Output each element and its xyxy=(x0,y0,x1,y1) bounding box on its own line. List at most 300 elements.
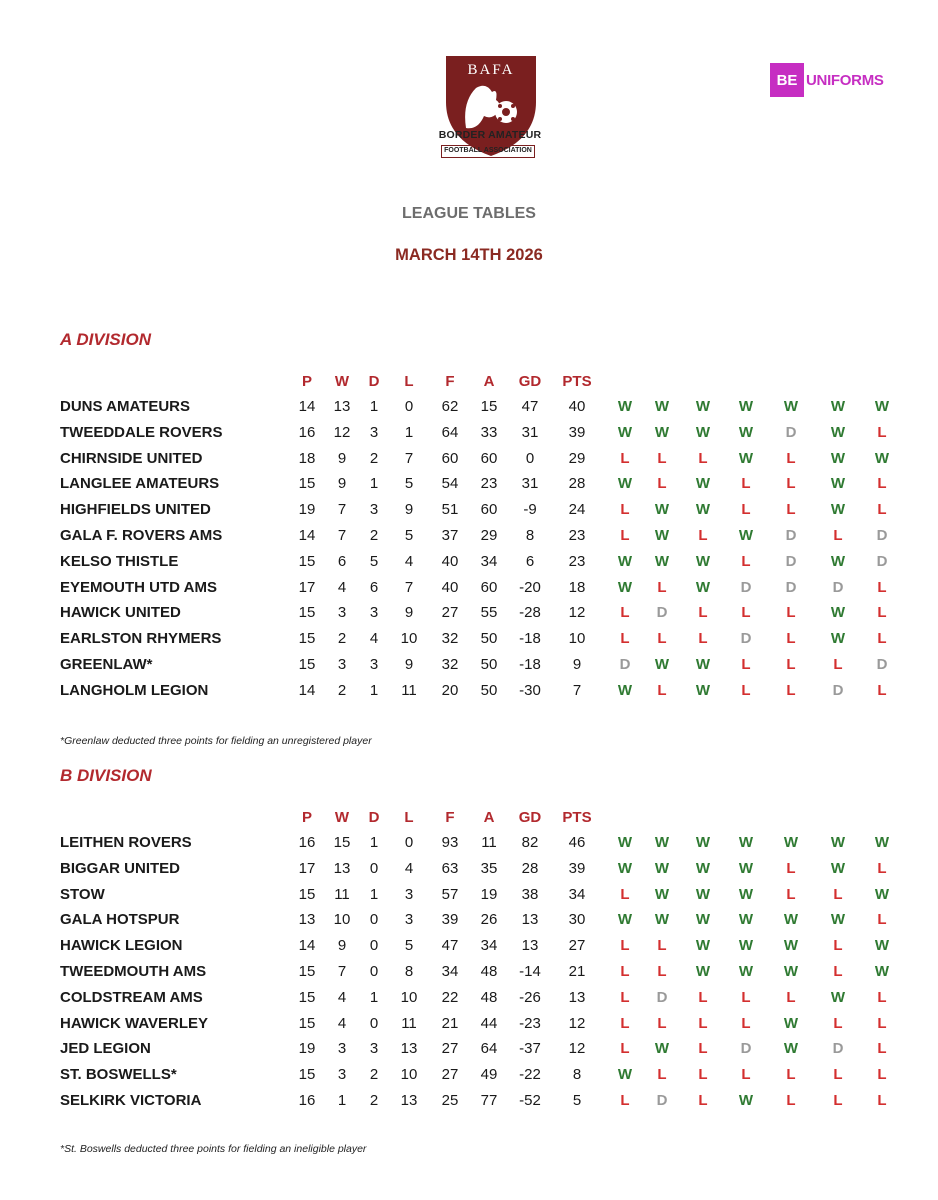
form-result: W xyxy=(654,527,670,544)
form-result: L xyxy=(877,423,887,441)
table-row xyxy=(0,682,938,706)
stat-d: 0 xyxy=(369,963,379,980)
form-result: L xyxy=(657,475,667,493)
form-result: W xyxy=(654,885,670,903)
stat-d: 6 xyxy=(369,578,379,596)
stat-pts: 46 xyxy=(568,834,586,851)
stat-p: 15 xyxy=(298,475,316,493)
stat-pts: 13 xyxy=(568,988,586,1006)
column-header: A xyxy=(483,373,495,390)
sponsor-name: UNIFORMS xyxy=(806,71,884,89)
table-row xyxy=(0,834,938,858)
stat-l: 4 xyxy=(404,859,414,877)
stat-p: 15 xyxy=(298,1066,316,1084)
form-result: W xyxy=(654,656,670,673)
stat-p: 16 xyxy=(298,834,316,851)
stat-p: 16 xyxy=(298,1092,316,1109)
column-header: F xyxy=(445,809,455,826)
form-result: L xyxy=(657,630,667,648)
stat-w: 9 xyxy=(337,449,347,467)
stat-a: 11 xyxy=(481,834,497,851)
table-row xyxy=(0,860,938,884)
form-result: W xyxy=(783,1014,799,1032)
form-result: L xyxy=(620,988,630,1006)
form-result: L xyxy=(877,988,887,1006)
form-result: W xyxy=(783,398,799,415)
stat-w: 1 xyxy=(337,1092,347,1109)
stat-a: 48 xyxy=(480,988,498,1006)
footnote: *St. Boswells deducted three points for fielding an ineligible player xyxy=(60,1143,367,1155)
team-name: HAWICK WAVERLEY xyxy=(60,1014,209,1032)
stat-l: 4 xyxy=(404,552,414,570)
stat-w: 2 xyxy=(337,681,347,699)
table-row xyxy=(0,1066,938,1090)
form-result: L xyxy=(620,1014,630,1032)
team-name: LANGLEE AMATEURS xyxy=(60,475,220,493)
stat-l: 10 xyxy=(400,630,418,648)
form-result: L xyxy=(877,578,887,596)
form-result: W xyxy=(695,501,711,519)
stat-p: 15 xyxy=(298,1014,316,1032)
stat-pts: 21 xyxy=(568,963,586,980)
stat-d: 0 xyxy=(369,1014,379,1032)
stat-w: 11 xyxy=(334,885,350,903)
form-result: D xyxy=(832,578,844,596)
form-result: W xyxy=(695,859,711,877)
column-header: W xyxy=(334,373,350,390)
form-result: W xyxy=(738,911,754,929)
stat-w: 4 xyxy=(337,578,347,596)
stat-l: 11 xyxy=(401,681,417,699)
stat-w: 15 xyxy=(333,834,351,851)
form-result: L xyxy=(786,859,796,877)
form-result: L xyxy=(698,630,708,648)
form-result: W xyxy=(617,1066,633,1084)
form-result: L xyxy=(833,527,843,544)
stat-a: 34 xyxy=(480,552,498,570)
form-result: L xyxy=(698,604,708,622)
stat-w: 4 xyxy=(337,1014,347,1032)
stat-pts: 24 xyxy=(568,501,586,519)
stat-l: 7 xyxy=(404,578,414,596)
stat-p: 18 xyxy=(298,449,316,467)
form-result: W xyxy=(830,988,846,1006)
stat-d: 5 xyxy=(369,552,379,570)
form-result: L xyxy=(786,1066,796,1084)
form-result: W xyxy=(695,552,711,570)
stat-pts: 12 xyxy=(568,1040,586,1058)
stat-d: 2 xyxy=(369,527,379,544)
table-row xyxy=(0,1092,938,1116)
form-result: W xyxy=(617,423,633,441)
logo-initials: BAFA xyxy=(467,62,515,78)
stat-pts: 39 xyxy=(568,859,586,877)
stat-pts: 10 xyxy=(568,630,586,648)
stat-f: 57 xyxy=(441,885,459,903)
stat-a: 34 xyxy=(480,937,498,955)
stat-d: 4 xyxy=(369,630,379,648)
column-header: L xyxy=(404,809,414,826)
form-result: L xyxy=(786,475,796,493)
stat-p: 15 xyxy=(298,656,316,673)
team-name: JED LEGION xyxy=(60,1040,151,1058)
stat-pts: 23 xyxy=(568,552,586,570)
team-name: HIGHFIELDS UNITED xyxy=(60,501,211,519)
stat-d: 1 xyxy=(369,398,379,415)
stat-gd: -9 xyxy=(523,501,537,519)
stat-p: 17 xyxy=(298,859,316,877)
form-result: W xyxy=(695,911,711,929)
table-row xyxy=(0,398,938,422)
stat-l: 5 xyxy=(404,527,414,544)
stat-a: 35 xyxy=(480,859,498,877)
form-result: W xyxy=(617,911,633,929)
team-name: STOW xyxy=(60,885,105,903)
stat-f: 63 xyxy=(441,859,459,877)
stat-a: 48 xyxy=(480,963,498,980)
stat-a: 49 xyxy=(480,1066,498,1084)
team-name: EARLSTON RHYMERS xyxy=(60,630,222,648)
logo-subtitle: FOOTBALL ASSOCIATION xyxy=(441,145,535,158)
form-result: D xyxy=(656,988,668,1006)
form-result: L xyxy=(741,681,751,699)
stat-d: 1 xyxy=(369,475,379,493)
form-result: W xyxy=(617,552,633,570)
table-row xyxy=(0,937,938,961)
form-result: L xyxy=(877,859,887,877)
form-result: L xyxy=(620,501,630,519)
stat-l: 9 xyxy=(404,501,414,519)
form-result: L xyxy=(698,1014,708,1032)
form-result: W xyxy=(830,398,846,415)
page-title: LEAGUE TABLES xyxy=(402,205,536,222)
stat-w: 7 xyxy=(337,527,347,544)
form-result: L xyxy=(741,1014,751,1032)
stat-a: 50 xyxy=(480,681,498,699)
page-date: MARCH 14TH 2026 xyxy=(395,246,543,264)
table-row xyxy=(0,604,938,628)
stat-p: 15 xyxy=(298,630,316,648)
form-result: W xyxy=(654,911,670,929)
table-row xyxy=(0,450,938,474)
stat-gd: 47 xyxy=(521,398,539,415)
form-result: W xyxy=(617,859,633,877)
stat-d: 2 xyxy=(369,1066,379,1084)
form-result: W xyxy=(783,1040,799,1058)
stat-f: 62 xyxy=(441,398,459,415)
form-result: W xyxy=(874,449,890,467)
form-result: W xyxy=(738,1092,754,1109)
stat-pts: 39 xyxy=(568,423,586,441)
stat-w: 7 xyxy=(337,963,347,980)
stat-d: 3 xyxy=(369,1040,379,1058)
team-name: TWEEDMOUTH AMS xyxy=(60,963,207,980)
table-row xyxy=(0,501,938,525)
stat-d: 1 xyxy=(369,988,379,1006)
table-row xyxy=(0,630,938,654)
stat-gd: 6 xyxy=(525,552,535,570)
stat-p: 15 xyxy=(298,604,316,622)
form-result: W xyxy=(783,937,799,955)
table-row xyxy=(0,579,938,603)
form-result: W xyxy=(874,885,890,903)
form-result: L xyxy=(698,988,708,1006)
stat-f: 27 xyxy=(441,604,459,622)
table-row xyxy=(0,963,938,987)
form-result: L xyxy=(786,604,796,622)
stat-w: 12 xyxy=(333,423,351,441)
sponsor-badge: BE xyxy=(770,63,804,97)
form-result: W xyxy=(617,834,633,851)
form-result: W xyxy=(695,834,711,851)
stat-gd: -23 xyxy=(519,1014,541,1032)
form-result: L xyxy=(786,501,796,519)
stat-gd: -52 xyxy=(519,1092,541,1109)
form-result: L xyxy=(786,681,796,699)
stat-p: 14 xyxy=(298,398,316,415)
team-name: LEITHEN ROVERS xyxy=(60,834,192,851)
stat-gd: -22 xyxy=(519,1066,541,1084)
form-result: L xyxy=(833,937,843,955)
form-result: D xyxy=(619,656,631,673)
stat-d: 0 xyxy=(369,911,379,929)
column-header: GD xyxy=(518,373,542,390)
stat-p: 13 xyxy=(298,911,316,929)
form-result: D xyxy=(876,527,888,544)
form-result: L xyxy=(698,1040,708,1058)
team-name: COLDSTREAM AMS xyxy=(60,988,203,1006)
team-name: BIGGAR UNITED xyxy=(60,859,180,877)
stat-gd: 8 xyxy=(525,527,535,544)
stat-pts: 18 xyxy=(568,578,586,596)
form-result: W xyxy=(695,578,711,596)
stat-p: 19 xyxy=(298,1040,316,1058)
form-result: L xyxy=(620,1040,630,1058)
form-result: W xyxy=(695,423,711,441)
form-result: L xyxy=(657,449,667,467)
stat-pts: 23 xyxy=(568,527,586,544)
form-result: L xyxy=(620,630,630,648)
form-result: L xyxy=(786,885,796,903)
form-result: L xyxy=(833,963,843,980)
stat-f: 27 xyxy=(441,1040,459,1058)
form-result: W xyxy=(738,398,754,415)
stat-a: 19 xyxy=(480,885,498,903)
stat-pts: 34 xyxy=(568,885,586,903)
stat-pts: 40 xyxy=(568,398,586,415)
stat-gd: 0 xyxy=(525,449,535,467)
form-result: L xyxy=(786,630,796,648)
stat-w: 4 xyxy=(337,988,347,1006)
form-result: W xyxy=(738,963,754,980)
team-name: DUNS AMATEURS xyxy=(60,398,190,415)
stat-p: 17 xyxy=(298,578,316,596)
stat-a: 55 xyxy=(480,604,498,622)
form-result: W xyxy=(654,552,670,570)
stat-a: 50 xyxy=(480,630,498,648)
form-result: L xyxy=(786,1092,796,1109)
table-row xyxy=(0,911,938,935)
team-name: SELKIRK VICTORIA xyxy=(60,1092,202,1109)
stat-l: 9 xyxy=(404,656,414,673)
form-result: W xyxy=(830,859,846,877)
stat-gd: 38 xyxy=(521,885,539,903)
stat-gd: 31 xyxy=(521,423,539,441)
form-result: W xyxy=(738,449,754,467)
form-result: L xyxy=(833,1066,843,1084)
form-result: L xyxy=(786,656,796,673)
column-header: P xyxy=(301,373,312,390)
stat-f: 21 xyxy=(441,1014,459,1032)
stat-d: 3 xyxy=(369,656,379,673)
stat-f: 25 xyxy=(441,1092,459,1109)
form-result: W xyxy=(874,963,890,980)
form-result: D xyxy=(876,656,888,673)
stat-f: 20 xyxy=(441,681,459,699)
stat-p: 16 xyxy=(298,423,316,441)
stat-l: 0 xyxy=(404,834,414,851)
form-result: L xyxy=(877,630,887,648)
stat-gd: -26 xyxy=(519,988,541,1006)
form-result: W xyxy=(738,527,754,544)
stat-p: 14 xyxy=(298,527,316,544)
stat-l: 9 xyxy=(404,604,414,622)
stat-f: 39 xyxy=(441,911,459,929)
form-result: W xyxy=(654,1040,670,1058)
stat-a: 15 xyxy=(480,398,498,415)
form-result: W xyxy=(738,423,754,441)
stat-a: 23 xyxy=(480,475,498,493)
form-result: D xyxy=(832,681,844,699)
team-name: GALA F. ROVERS AMS xyxy=(60,527,223,544)
form-result: L xyxy=(620,1092,630,1109)
team-name: ST. BOSWELLS* xyxy=(60,1066,177,1084)
form-result: L xyxy=(877,604,887,622)
form-result: W xyxy=(654,859,670,877)
stat-gd: -14 xyxy=(519,963,541,980)
table-row xyxy=(0,424,938,448)
column-header: P xyxy=(301,809,312,826)
stat-l: 13 xyxy=(400,1040,418,1058)
team-name: HAWICK UNITED xyxy=(60,604,181,622)
stat-d: 3 xyxy=(369,604,379,622)
form-result: W xyxy=(695,656,711,673)
form-result: W xyxy=(738,937,754,955)
stat-w: 9 xyxy=(337,937,347,955)
stat-a: 60 xyxy=(480,449,498,467)
footnote: *Greenlaw deducted three points for fielding an unregistered player xyxy=(60,735,372,747)
column-header: D xyxy=(368,373,380,390)
column-header: A xyxy=(483,809,495,826)
stat-l: 3 xyxy=(404,911,414,929)
stat-a: 50 xyxy=(480,656,498,673)
form-result: L xyxy=(833,1014,843,1032)
form-result: W xyxy=(654,423,670,441)
stat-l: 10 xyxy=(400,1066,418,1084)
form-result: D xyxy=(832,1040,844,1058)
form-result: L xyxy=(620,963,630,980)
column-header: GD xyxy=(518,809,542,826)
form-result: W xyxy=(738,859,754,877)
stat-w: 10 xyxy=(333,911,351,929)
stat-l: 7 xyxy=(404,449,414,467)
stat-a: 33 xyxy=(480,423,498,441)
form-result: L xyxy=(877,681,887,699)
form-result: L xyxy=(741,552,751,570)
form-result: D xyxy=(785,423,797,441)
stat-pts: 27 xyxy=(568,937,586,955)
column-header: D xyxy=(368,809,380,826)
stat-pts: 7 xyxy=(572,681,582,699)
form-result: L xyxy=(620,604,630,622)
stat-d: 2 xyxy=(369,449,379,467)
stat-l: 8 xyxy=(404,963,414,980)
form-result: L xyxy=(877,1092,887,1109)
form-result: W xyxy=(617,398,633,415)
table-row xyxy=(0,656,938,680)
stat-gd: 82 xyxy=(521,834,539,851)
form-result: D xyxy=(740,1040,752,1058)
stat-w: 2 xyxy=(337,630,347,648)
form-result: L xyxy=(620,449,630,467)
stat-l: 5 xyxy=(404,475,414,493)
form-result: D xyxy=(785,552,797,570)
stat-l: 11 xyxy=(401,1014,417,1032)
form-result: D xyxy=(785,578,797,596)
form-result: W xyxy=(695,681,711,699)
stat-f: 27 xyxy=(441,1066,459,1084)
form-result: L xyxy=(657,963,667,980)
stat-pts: 12 xyxy=(568,1014,586,1032)
stat-d: 1 xyxy=(369,834,379,851)
form-result: W xyxy=(617,578,633,596)
stat-pts: 9 xyxy=(572,656,582,673)
form-result: W xyxy=(695,885,711,903)
stat-a: 29 xyxy=(480,527,498,544)
form-result: L xyxy=(620,937,630,955)
team-name: TWEEDDALE ROVERS xyxy=(60,423,223,441)
stat-p: 19 xyxy=(298,501,316,519)
stat-gd: 31 xyxy=(521,475,539,493)
table-row xyxy=(0,553,938,577)
stat-gd: -28 xyxy=(519,604,541,622)
stat-gd: -37 xyxy=(519,1040,541,1058)
team-name: EYEMOUTH UTD AMS xyxy=(60,578,217,596)
form-result: L xyxy=(657,1014,667,1032)
form-result: L xyxy=(877,911,887,929)
form-result: L xyxy=(786,988,796,1006)
stat-gd: -18 xyxy=(519,630,541,648)
stat-d: 1 xyxy=(369,885,379,903)
form-result: W xyxy=(695,963,711,980)
stat-w: 6 xyxy=(337,552,347,570)
form-result: D xyxy=(656,604,668,622)
form-result: W xyxy=(830,552,846,570)
form-result: L xyxy=(877,1014,887,1032)
stat-pts: 8 xyxy=(572,1066,582,1084)
form-result: W xyxy=(695,937,711,955)
stat-f: 54 xyxy=(441,475,459,493)
bafa-crest-logo xyxy=(436,50,546,160)
stat-d: 1 xyxy=(369,681,379,699)
stat-p: 15 xyxy=(298,988,316,1006)
form-result: W xyxy=(617,681,633,699)
form-result: W xyxy=(830,604,846,622)
stat-l: 10 xyxy=(400,988,418,1006)
form-result: W xyxy=(830,475,846,493)
form-result: W xyxy=(830,911,846,929)
stat-f: 37 xyxy=(441,527,459,544)
